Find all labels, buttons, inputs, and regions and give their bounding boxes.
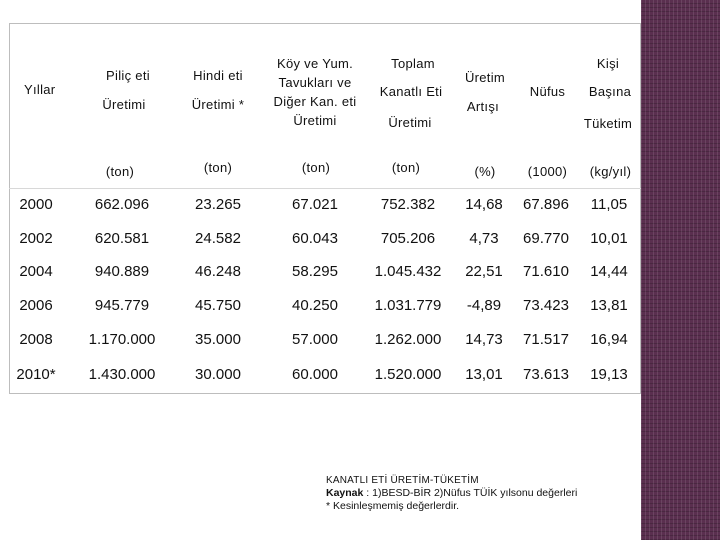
header-chicken-line2: Üretimi bbox=[102, 97, 146, 112]
cell-turkey: 45.750 bbox=[195, 297, 241, 314]
cell-total: 1.262.000 bbox=[374, 331, 442, 348]
cell-growth: 14,73 bbox=[465, 331, 503, 348]
header-population: Nüfus bbox=[529, 84, 566, 99]
header-percapita-line3: Tüketim bbox=[583, 116, 633, 131]
cell-population: 67.896 bbox=[523, 196, 569, 213]
cell-population: 71.610 bbox=[523, 263, 569, 280]
cell-other: 60.000 bbox=[292, 366, 338, 383]
cell-year: 2002 bbox=[19, 230, 53, 247]
cell-percapita: 13,81 bbox=[590, 297, 628, 314]
cell-percapita: 11,05 bbox=[590, 196, 628, 213]
cell-chicken: 945.779 bbox=[94, 297, 150, 314]
unit-other: (ton) bbox=[301, 160, 331, 175]
cell-total: 1.031.779 bbox=[374, 297, 442, 314]
cell-turkey: 46.248 bbox=[195, 263, 241, 280]
unit-growth: (%) bbox=[474, 164, 496, 179]
cell-other: 60.043 bbox=[292, 230, 338, 247]
cell-total: 1.520.000 bbox=[374, 366, 442, 383]
cell-turkey: 24.582 bbox=[195, 230, 241, 247]
cell-chicken: 620.581 bbox=[94, 230, 150, 247]
header-years: Yıllar bbox=[24, 82, 56, 97]
cell-chicken: 1.170.000 bbox=[88, 331, 156, 348]
header-other-line4: Üretimi bbox=[293, 113, 337, 128]
unit-total: (ton) bbox=[391, 160, 421, 175]
header-percapita-line1: Kişi bbox=[596, 56, 620, 71]
cell-population: 73.613 bbox=[523, 366, 569, 383]
cell-total: 1.045.432 bbox=[374, 263, 442, 280]
unit-percapita: (kg/yıl) bbox=[589, 164, 632, 179]
header-other-line3: Diğer Kan. eti bbox=[273, 94, 357, 109]
cell-growth: 13,01 bbox=[465, 366, 503, 383]
cell-other: 40.250 bbox=[292, 297, 338, 314]
cell-percapita: 19,13 bbox=[590, 366, 628, 383]
header-turkey-line1: Hindi eti bbox=[193, 68, 243, 83]
cell-year: 2006 bbox=[19, 297, 53, 314]
cell-turkey: 35.000 bbox=[195, 331, 241, 348]
header-percapita-line2: Başına bbox=[588, 84, 632, 99]
cell-growth: 14,68 bbox=[465, 196, 503, 213]
footnote-source bbox=[326, 487, 577, 500]
header-turkey-line2: Üretimi * bbox=[191, 97, 245, 112]
cell-growth: 4,73 bbox=[469, 230, 499, 247]
cell-turkey: 30.000 bbox=[195, 366, 241, 383]
cell-other: 67.021 bbox=[292, 196, 338, 213]
cell-growth: -4,89 bbox=[466, 297, 502, 314]
cell-year: 2010* bbox=[16, 366, 56, 383]
footnote-source-label: Kaynak bbox=[326, 487, 364, 499]
cell-percapita: 14,44 bbox=[590, 263, 628, 280]
cell-turkey: 23.265 bbox=[195, 196, 241, 213]
header-total-line3: Üretimi bbox=[388, 115, 432, 130]
cell-total: 705.206 bbox=[380, 230, 436, 247]
header-other-line2: Tavukları ve bbox=[278, 75, 352, 90]
footnote bbox=[326, 474, 577, 513]
cell-year: 2000 bbox=[19, 196, 53, 213]
footnote-source-text: : 1)BESD-BİR 2)Nüfus TÜİK yılsonu değerleri bbox=[363, 487, 578, 499]
cell-population: 73.423 bbox=[523, 297, 569, 314]
cell-other: 57.000 bbox=[292, 331, 338, 348]
header-total-line2: Kanatlı Eti bbox=[379, 84, 443, 99]
cell-chicken: 940.889 bbox=[94, 263, 150, 280]
header-total-line1: Toplam bbox=[391, 56, 435, 71]
footnote-title: KANATLI ETİ ÜRETİM-TÜKETİM bbox=[326, 475, 479, 486]
cell-growth: 22,51 bbox=[465, 263, 503, 280]
decorative-side-panel bbox=[641, 0, 720, 540]
cell-population: 69.770 bbox=[523, 230, 569, 247]
header-growth-line1: Üretim bbox=[464, 70, 506, 85]
unit-chicken: (ton) bbox=[105, 164, 135, 179]
cell-chicken: 1.430.000 bbox=[88, 366, 156, 383]
cell-other: 58.295 bbox=[292, 263, 338, 280]
header-chicken-line1: Piliç eti bbox=[106, 68, 150, 83]
cell-year: 2008 bbox=[19, 331, 53, 348]
row-divider bbox=[9, 188, 641, 189]
header-other-line1: Köy ve Yum. bbox=[276, 56, 354, 71]
footnote-note: * Kesinleşmemiş değerlerdir. bbox=[326, 500, 460, 512]
cell-percapita: 10,01 bbox=[590, 230, 628, 247]
unit-population: (1000) bbox=[527, 164, 568, 179]
cell-year: 2004 bbox=[19, 263, 53, 280]
cell-chicken: 662.096 bbox=[94, 196, 150, 213]
cell-percapita: 16,94 bbox=[590, 331, 628, 348]
header-growth-line2: Artışı bbox=[466, 99, 500, 114]
cell-total: 752.382 bbox=[380, 196, 436, 213]
cell-population: 71.517 bbox=[523, 331, 569, 348]
unit-turkey: (ton) bbox=[203, 160, 233, 175]
